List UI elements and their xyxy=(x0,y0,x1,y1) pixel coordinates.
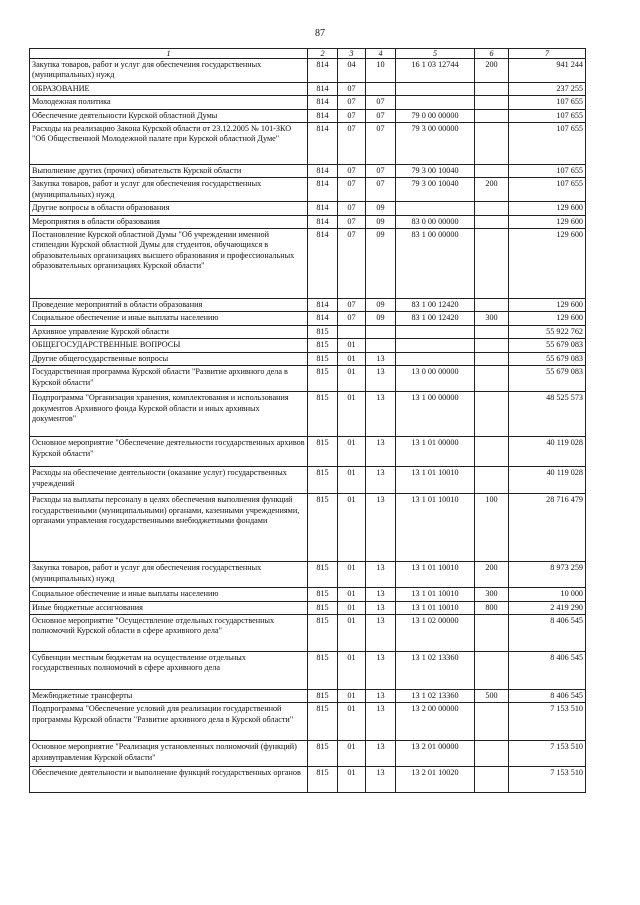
table-body xyxy=(30,59,586,793)
expense-type-cell xyxy=(475,82,509,95)
row-name-cell: Подпрограмма "Организация хранения, комплектования и использования документов Архивного фонда Курской области и иных архивных документов" xyxy=(30,392,308,437)
table-row xyxy=(30,588,586,601)
target-article-cell: 13 1 02 13360 xyxy=(396,651,475,689)
expense-type-cell xyxy=(475,339,509,352)
row-name-cell: Проведение мероприятий в области образования xyxy=(30,299,308,312)
row-name-cell: Постановление Курской областной Думы "Об учреждении именной стипендии Курской областной Думы для студентов, обучающихся в образовательных организациях высшего образования и профессиональных образовательных организациях Курской области" xyxy=(30,229,308,299)
expense-type-cell xyxy=(475,703,509,741)
target-article-cell: 83 1 00 12420 xyxy=(396,299,475,312)
expense-type-cell: 200 xyxy=(475,562,509,588)
admin-code-cell: 815 xyxy=(308,467,338,494)
section-cell: 01 xyxy=(338,352,366,365)
row-name-cell: Архивное управление Курской области xyxy=(30,325,308,338)
budget-table xyxy=(29,48,586,793)
subsection-cell: 07 xyxy=(366,165,396,178)
amount-cell: 8 973 259 xyxy=(509,562,586,588)
subsection-cell: 09 xyxy=(366,229,396,299)
amount-cell: 55 679 083 xyxy=(509,352,586,365)
target-article-cell: 13 1 01 10010 xyxy=(396,588,475,601)
admin-code-cell: 814 xyxy=(308,109,338,122)
row-name-cell: Государственная программа Курской области "Развитие архивного дела в Курской области" xyxy=(30,366,308,392)
row-name-cell: Межбюджетные трансферты xyxy=(30,689,308,702)
subsection-cell: 13 xyxy=(366,562,396,588)
target-article-cell: 83 0 00 00000 xyxy=(396,215,475,228)
table-row xyxy=(30,299,586,312)
table-row xyxy=(30,352,586,365)
row-name-cell: Основное мероприятие "Обеспечение деятельности государственных архивов Курской области" xyxy=(30,437,308,467)
table-row xyxy=(30,325,586,338)
section-cell: 07 xyxy=(338,299,366,312)
section-cell: 01 xyxy=(338,614,366,651)
expense-type-cell xyxy=(475,767,509,793)
expense-type-cell xyxy=(475,352,509,365)
section-cell: 01 xyxy=(338,494,366,562)
subsection-cell: 13 xyxy=(366,437,396,467)
subsection-cell: 13 xyxy=(366,703,396,741)
section-cell: 01 xyxy=(338,651,366,689)
expense-type-cell xyxy=(475,96,509,109)
subsection-cell: 13 xyxy=(366,352,396,365)
amount-cell: 129 600 xyxy=(509,202,586,215)
admin-code-cell: 815 xyxy=(308,651,338,689)
column-header: 3 xyxy=(338,49,366,59)
amount-cell: 129 600 xyxy=(509,229,586,299)
target-article-cell: 83 1 00 12420 xyxy=(396,312,475,325)
amount-cell: 2 419 290 xyxy=(509,601,586,614)
table-row xyxy=(30,366,586,392)
row-name-cell: Иные бюджетные ассигнования xyxy=(30,601,308,614)
section-cell: 07 xyxy=(338,202,366,215)
table-row xyxy=(30,437,586,467)
admin-code-cell: 815 xyxy=(308,366,338,392)
expense-type-cell xyxy=(475,325,509,338)
expense-type-cell xyxy=(475,202,509,215)
expense-type-cell: 100 xyxy=(475,494,509,562)
target-article-cell: 16 1 03 12744 xyxy=(396,59,475,83)
row-name-cell: Молодежная политика xyxy=(30,96,308,109)
admin-code-cell: 815 xyxy=(308,689,338,702)
table-row xyxy=(30,494,586,562)
target-article-cell xyxy=(396,202,475,215)
column-header: 5 xyxy=(396,49,475,59)
expense-type-cell xyxy=(475,299,509,312)
subsection-cell: 13 xyxy=(366,366,396,392)
row-name-cell: Обеспечение деятельности и выполнение функций государственных органов xyxy=(30,767,308,793)
row-name-cell: Закупка товаров, работ и услуг для обеспечения государственных (муниципальных) нужд xyxy=(30,562,308,588)
admin-code-cell: 814 xyxy=(308,202,338,215)
admin-code-cell: 815 xyxy=(308,601,338,614)
target-article-cell: 79 3 00 00000 xyxy=(396,123,475,165)
expense-type-cell xyxy=(475,437,509,467)
amount-cell: 7 153 510 xyxy=(509,741,586,767)
amount-cell: 10 000 xyxy=(509,588,586,601)
row-name-cell: Основное мероприятие "Осуществление отдельных государственных полномочий Курской области в сфере архивного дела" xyxy=(30,614,308,651)
row-name-cell: Закупка товаров, работ и услуг для обеспечения государственных (муниципальных) нужд xyxy=(30,59,308,83)
target-article-cell: 79 0 00 00000 xyxy=(396,109,475,122)
amount-cell: 107 655 xyxy=(509,96,586,109)
amount-cell: 40 119 028 xyxy=(509,437,586,467)
section-cell: 07 xyxy=(338,229,366,299)
admin-code-cell: 815 xyxy=(308,741,338,767)
admin-code-cell: 815 xyxy=(308,352,338,365)
row-name-cell: ОБРАЗОВАНИЕ xyxy=(30,82,308,95)
subsection-cell: 13 xyxy=(366,392,396,437)
target-article-cell: 13 1 01 10010 xyxy=(396,562,475,588)
subsection-cell: 10 xyxy=(366,59,396,83)
table-row xyxy=(30,123,586,165)
target-article-cell: 13 0 00 00000 xyxy=(396,366,475,392)
table-row xyxy=(30,614,586,651)
target-article-cell xyxy=(396,82,475,95)
target-article-cell: 13 1 01 10010 xyxy=(396,467,475,494)
table-row xyxy=(30,703,586,741)
admin-code-cell: 815 xyxy=(308,392,338,437)
target-article-cell xyxy=(396,96,475,109)
section-cell: 07 xyxy=(338,82,366,95)
amount-cell: 941 244 xyxy=(509,59,586,83)
expense-type-cell: 500 xyxy=(475,689,509,702)
amount-cell: 55 679 083 xyxy=(509,339,586,352)
amount-cell: 7 153 510 xyxy=(509,767,586,793)
amount-cell: 8 406 545 xyxy=(509,651,586,689)
table-row xyxy=(30,767,586,793)
amount-cell: 48 525 573 xyxy=(509,392,586,437)
admin-code-cell: 815 xyxy=(308,325,338,338)
expense-type-cell xyxy=(475,366,509,392)
amount-cell: 237 255 xyxy=(509,82,586,95)
section-cell: 01 xyxy=(338,741,366,767)
section-cell: 01 xyxy=(338,392,366,437)
section-cell: 01 xyxy=(338,437,366,467)
table-row xyxy=(30,215,586,228)
table-row xyxy=(30,741,586,767)
amount-cell: 28 716 479 xyxy=(509,494,586,562)
target-article-cell: 13 2 00 00000 xyxy=(396,703,475,741)
row-name-cell: Другие вопросы в области образования xyxy=(30,202,308,215)
target-article-cell: 13 1 01 10010 xyxy=(396,494,475,562)
admin-code-cell: 815 xyxy=(308,614,338,651)
admin-code-cell: 814 xyxy=(308,215,338,228)
amount-cell: 8 406 545 xyxy=(509,689,586,702)
expense-type-cell xyxy=(475,651,509,689)
subsection-cell: 07 xyxy=(366,96,396,109)
row-name-cell: Подпрограмма "Обеспечение условий для реализации государственной программы Курской области "Развитие архивного дела в Курской области" xyxy=(30,703,308,741)
subsection-cell: 13 xyxy=(366,651,396,689)
expense-type-cell xyxy=(475,109,509,122)
section-cell: 01 xyxy=(338,467,366,494)
column-header: 6 xyxy=(475,49,509,59)
section-cell: 07 xyxy=(338,178,366,202)
subsection-cell: 07 xyxy=(366,178,396,202)
row-name-cell: ОБЩЕГОСУДАРСТВЕННЫЕ ВОПРОСЫ xyxy=(30,339,308,352)
row-name-cell: Обеспечение деятельности Курской областной Думы xyxy=(30,109,308,122)
admin-code-cell: 814 xyxy=(308,123,338,165)
amount-cell: 40 119 028 xyxy=(509,467,586,494)
admin-code-cell: 814 xyxy=(308,165,338,178)
table-row xyxy=(30,178,586,202)
admin-code-cell: 814 xyxy=(308,229,338,299)
section-cell: 01 xyxy=(338,588,366,601)
amount-cell: 129 600 xyxy=(509,312,586,325)
row-name-cell: Социальное обеспечение и иные выплаты населению xyxy=(30,312,308,325)
table-row xyxy=(30,202,586,215)
row-name-cell: Основное мероприятие "Реализация установленных полномочий (функций) архивуправления Курской области" xyxy=(30,741,308,767)
admin-code-cell: 814 xyxy=(308,178,338,202)
column-header: 2 xyxy=(308,49,338,59)
section-cell: 07 xyxy=(338,312,366,325)
subsection-cell: 13 xyxy=(366,588,396,601)
column-header: 4 xyxy=(366,49,396,59)
target-article-cell: 79 3 00 10040 xyxy=(396,165,475,178)
target-article-cell xyxy=(396,325,475,338)
subsection-cell: 13 xyxy=(366,689,396,702)
section-cell: 01 xyxy=(338,366,366,392)
section-cell: 01 xyxy=(338,601,366,614)
subsection-cell: 13 xyxy=(366,601,396,614)
amount-cell: 8 406 545 xyxy=(509,614,586,651)
admin-code-cell: 815 xyxy=(308,767,338,793)
column-header: 7 xyxy=(509,49,586,59)
subsection-cell xyxy=(366,325,396,338)
subsection-cell: 09 xyxy=(366,312,396,325)
section-cell: 01 xyxy=(338,767,366,793)
target-article-cell xyxy=(396,352,475,365)
table-row xyxy=(30,392,586,437)
subsection-cell xyxy=(366,82,396,95)
section-cell: 01 xyxy=(338,703,366,741)
table-row xyxy=(30,59,586,83)
row-name-cell: Расходы на реализацию Закона Курской области от 23.12.2005 № 101-ЗКО "Об Общественной Молодежной палате при Курской областной Думе" xyxy=(30,123,308,165)
table-row xyxy=(30,312,586,325)
target-article-cell xyxy=(396,339,475,352)
target-article-cell: 13 1 01 00000 xyxy=(396,437,475,467)
admin-code-cell: 814 xyxy=(308,59,338,83)
table-row xyxy=(30,601,586,614)
row-name-cell: Социальное обеспечение и иные выплаты населению xyxy=(30,588,308,601)
row-name-cell: Выполнение других (прочих) обязательств Курской области xyxy=(30,165,308,178)
subsection-cell: 13 xyxy=(366,767,396,793)
target-article-cell: 13 2 01 00000 xyxy=(396,741,475,767)
page-number: 87 xyxy=(315,28,325,39)
expense-type-cell: 300 xyxy=(475,588,509,601)
target-article-cell: 13 1 02 13360 xyxy=(396,689,475,702)
row-name-cell: Закупка товаров, работ и услуг для обеспечения государственных (муниципальных) нужд xyxy=(30,178,308,202)
target-article-cell: 79 3 00 10040 xyxy=(396,178,475,202)
amount-cell: 107 655 xyxy=(509,165,586,178)
admin-code-cell: 814 xyxy=(308,312,338,325)
admin-code-cell: 815 xyxy=(308,437,338,467)
expense-type-cell xyxy=(475,165,509,178)
amount-cell: 7 153 510 xyxy=(509,703,586,741)
amount-cell: 129 600 xyxy=(509,299,586,312)
target-article-cell: 13 1 02 00000 xyxy=(396,614,475,651)
table-row xyxy=(30,339,586,352)
table-row xyxy=(30,109,586,122)
admin-code-cell: 815 xyxy=(308,339,338,352)
section-cell: 07 xyxy=(338,123,366,165)
section-cell: 01 xyxy=(338,562,366,588)
expense-type-cell: 800 xyxy=(475,601,509,614)
amount-cell: 107 655 xyxy=(509,123,586,165)
table-row xyxy=(30,82,586,95)
section-cell: 04 xyxy=(338,59,366,83)
expense-type-cell xyxy=(475,215,509,228)
subsection-cell: 09 xyxy=(366,202,396,215)
amount-cell: 107 655 xyxy=(509,178,586,202)
row-name-cell: Расходы на выплаты персоналу в целях обеспечения выполнения функций государственными (муниципальными) органами, казенными учреждениями, органами управления государственными внебюджетными фондами xyxy=(30,494,308,562)
section-cell xyxy=(338,325,366,338)
section-cell: 07 xyxy=(338,96,366,109)
expense-type-cell xyxy=(475,123,509,165)
expense-type-cell xyxy=(475,467,509,494)
subsection-cell: 13 xyxy=(366,467,396,494)
expense-type-cell xyxy=(475,229,509,299)
subsection-cell: 13 xyxy=(366,614,396,651)
section-cell: 01 xyxy=(338,339,366,352)
target-article-cell: 13 1 00 00000 xyxy=(396,392,475,437)
table-row xyxy=(30,165,586,178)
table-row xyxy=(30,689,586,702)
amount-cell: 107 655 xyxy=(509,109,586,122)
table-row xyxy=(30,562,586,588)
expense-type-cell: 200 xyxy=(475,178,509,202)
section-cell: 07 xyxy=(338,215,366,228)
table-row xyxy=(30,651,586,689)
admin-code-cell: 815 xyxy=(308,703,338,741)
target-article-cell: 13 2 01 10020 xyxy=(396,767,475,793)
amount-cell: 55 679 083 xyxy=(509,366,586,392)
amount-cell: 129 600 xyxy=(509,215,586,228)
admin-code-cell: 815 xyxy=(308,494,338,562)
table-row xyxy=(30,229,586,299)
section-cell: 07 xyxy=(338,109,366,122)
admin-code-cell: 814 xyxy=(308,82,338,95)
section-cell: 07 xyxy=(338,165,366,178)
column-number-header-row xyxy=(30,49,586,59)
expense-type-cell: 200 xyxy=(475,59,509,83)
subsection-cell xyxy=(366,339,396,352)
row-name-cell: Мероприятия в области образования xyxy=(30,215,308,228)
column-header: 1 xyxy=(30,49,308,59)
expense-type-cell xyxy=(475,741,509,767)
admin-code-cell: 815 xyxy=(308,562,338,588)
subsection-cell: 09 xyxy=(366,299,396,312)
subsection-cell: 13 xyxy=(366,494,396,562)
amount-cell: 55 922 762 xyxy=(509,325,586,338)
admin-code-cell: 814 xyxy=(308,299,338,312)
subsection-cell: 07 xyxy=(366,109,396,122)
subsection-cell: 07 xyxy=(366,123,396,165)
expense-type-cell xyxy=(475,392,509,437)
section-cell: 01 xyxy=(338,689,366,702)
row-name-cell: Расходы на обеспечение деятельности (оказание услуг) государственных учреждений xyxy=(30,467,308,494)
admin-code-cell: 814 xyxy=(308,96,338,109)
table-row xyxy=(30,96,586,109)
row-name-cell: Субвенции местным бюджетам на осуществление отдельных государственных полномочий в сфере архивного дела xyxy=(30,651,308,689)
admin-code-cell: 815 xyxy=(308,588,338,601)
target-article-cell: 83 1 00 00000 xyxy=(396,229,475,299)
expense-type-cell xyxy=(475,614,509,651)
row-name-cell: Другие общегосударственные вопросы xyxy=(30,352,308,365)
table-row xyxy=(30,467,586,494)
subsection-cell: 13 xyxy=(366,741,396,767)
expense-type-cell: 300 xyxy=(475,312,509,325)
subsection-cell: 09 xyxy=(366,215,396,228)
target-article-cell: 13 1 01 10010 xyxy=(396,601,475,614)
